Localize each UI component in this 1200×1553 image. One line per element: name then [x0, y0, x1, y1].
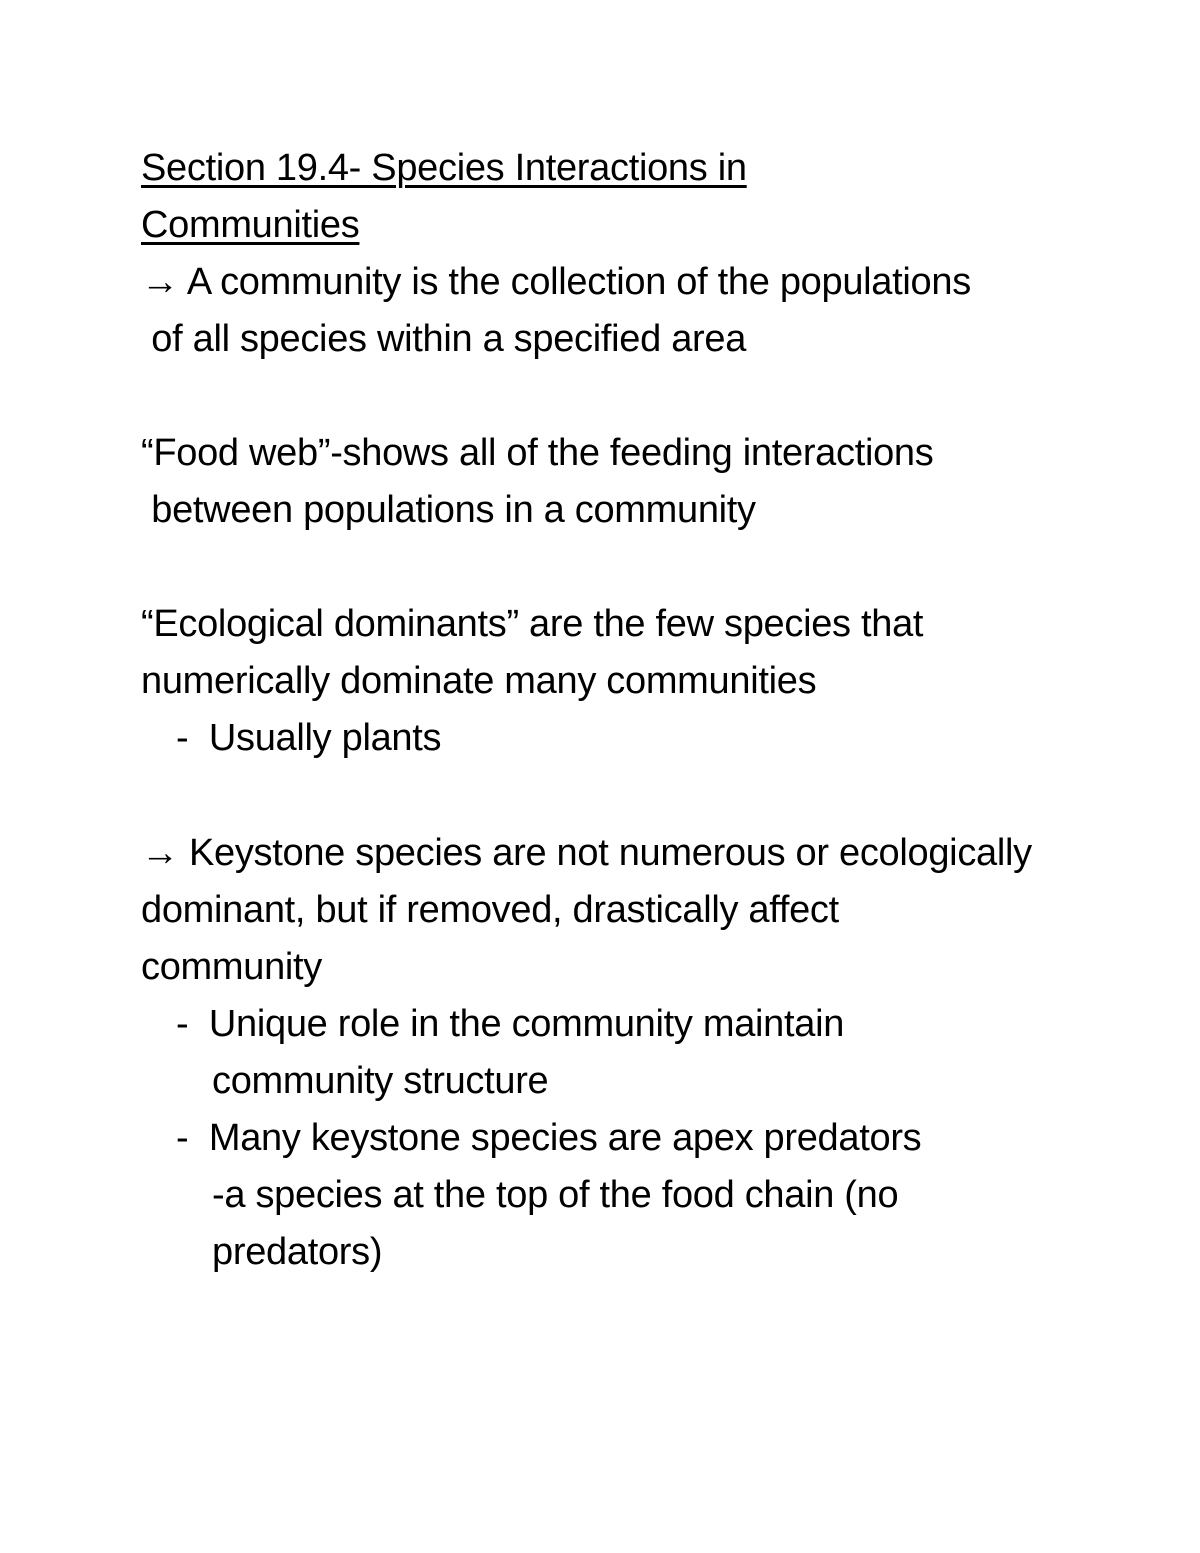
keystone-line3: community — [141, 946, 323, 988]
keystone-bullet2-line1: - Many keystone species are apex predators — [176, 1117, 922, 1159]
keystone-bullet2-sub-line2: predators) — [212, 1231, 383, 1273]
keystone-bullet1-line2: community structure — [212, 1060, 549, 1102]
section-title-line1: Section 19.4- Species Interactions in — [141, 147, 747, 189]
community-definition-line1: → A community is the collection of the populations — [141, 261, 971, 303]
ecological-dominants-bullet1: - Usually plants — [176, 717, 442, 759]
keystone-bullet1-line1: - Unique role in the community maintain — [176, 1003, 845, 1045]
section-title-line2: Communities — [141, 204, 360, 246]
keystone-line2: dominant, but if removed, drastically affect — [141, 889, 839, 931]
food-web-line1: “Food web”-shows all of the feeding interactions — [141, 432, 934, 474]
community-definition-line2: of all species within a specified area — [141, 318, 747, 360]
ecological-dominants-line2: numerically dominate many communities — [141, 660, 817, 702]
keystone-line1: → Keystone species are not numerous or ecologically — [141, 832, 1032, 874]
keystone-bullet2-sub-line1: -a species at the top of the food chain (no — [212, 1174, 899, 1216]
food-web-line2: between populations in a community — [141, 489, 756, 531]
ecological-dominants-line1: “Ecological dominants” are the few species that — [141, 603, 924, 645]
